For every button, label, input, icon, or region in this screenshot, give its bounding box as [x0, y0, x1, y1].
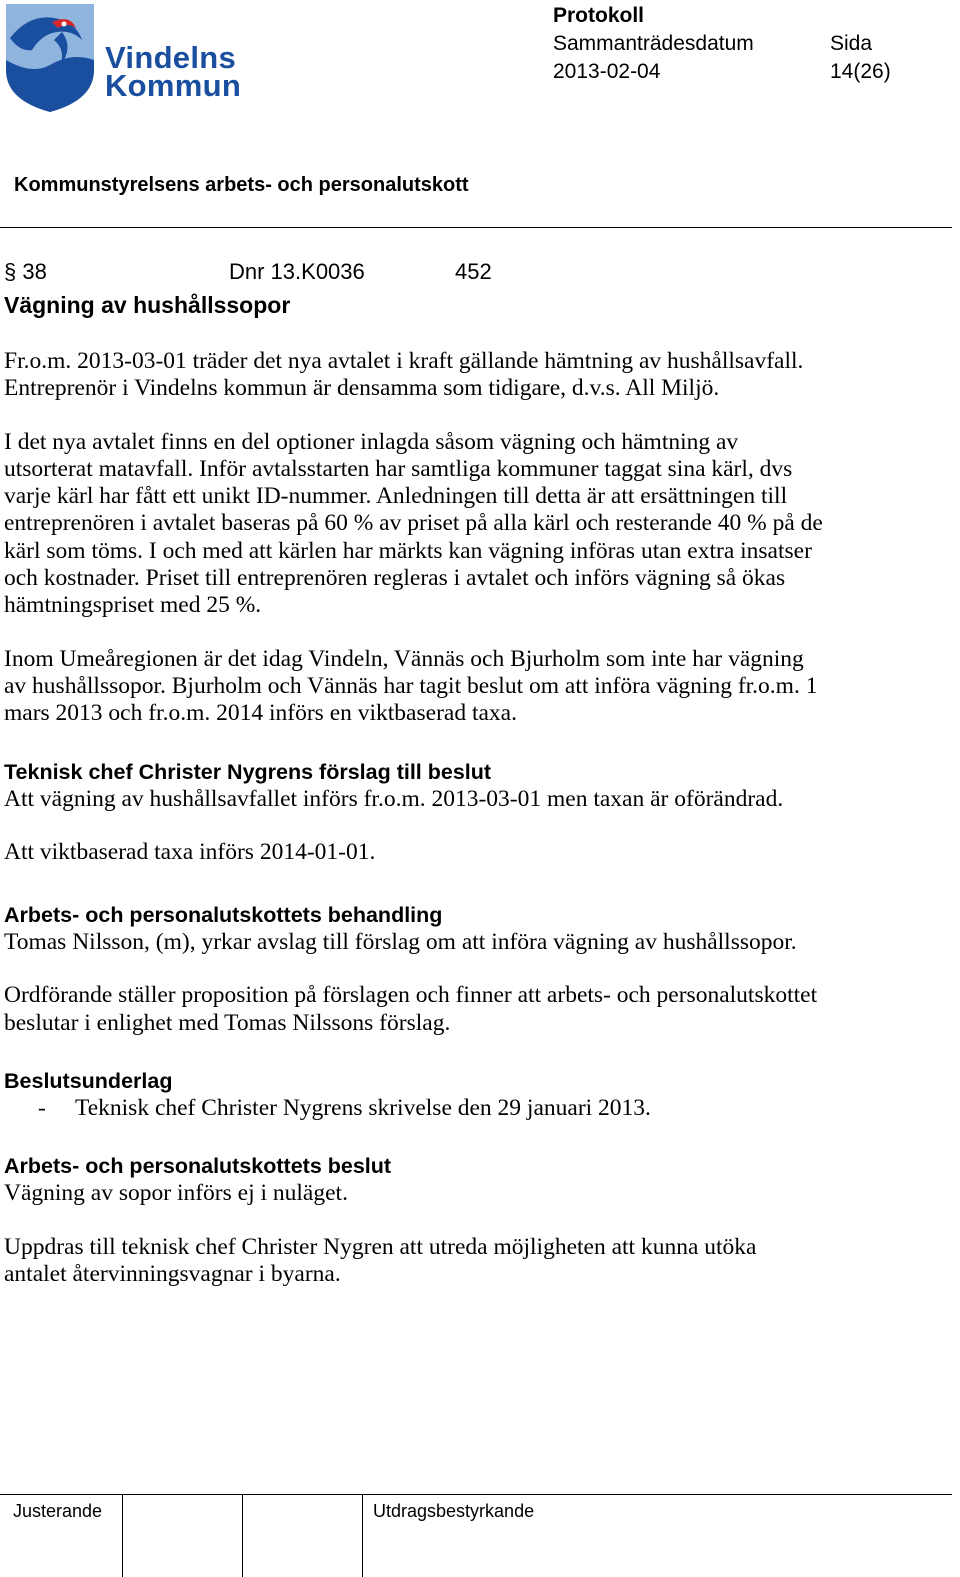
section-title: Vägning av hushållssopor	[4, 292, 291, 318]
logo-line-1: Vindelns	[105, 40, 237, 75]
signature-footer	[0, 1494, 952, 1577]
section-reference	[4, 259, 604, 287]
case-code: 452	[455, 259, 492, 284]
vindelns-kommun-logo	[2, 0, 242, 115]
signature-box	[242, 1495, 243, 1577]
logo-line-2: Kommun	[105, 68, 242, 103]
paragraph: Fr.o.m. 2013-03-01 träder det nya avtalet i kraft gällande hämtning av hushållsavfall. Entreprenör i Vindelns kommun är densamma som tidigare, d.v.s. All Miljö.	[4, 348, 804, 402]
list-item-text: Teknisk chef Christer Nygrens skrivelse den 29 januari 2013.	[75, 1095, 651, 1122]
diary-number: Dnr 13.K0036	[229, 259, 365, 284]
signature-box	[122, 1495, 123, 1577]
list-bullet: -	[38, 1095, 46, 1122]
logo-wordmark	[105, 40, 242, 103]
committee-name: Kommunstyrelsens arbets- och personalutskott	[14, 174, 469, 196]
decision-heading: Arbets- och personalutskottets beslut	[4, 1154, 392, 1179]
proposal-heading: Teknisk chef Christer Nygrens förslag till beslut	[4, 759, 492, 784]
utdragsbestyrkande-label: Utdragsbestyrkande	[373, 1501, 535, 1521]
meeting-date-label: Sammanträdesdatum	[553, 32, 754, 55]
header-divider	[0, 227, 952, 228]
handling-heading: Arbets- och personalutskottets behandling	[4, 903, 443, 928]
paragraph: Inom Umeåregionen är det idag Vindeln, Vännäs och Bjurholm som inte har vägning av hushållssopor. Bjurholm och Vännäs har tagit beslut om att införa vägning fr.o.m. 1 mars 2013 och fr.o.m. 2014 införs en viktbaserad taxa.	[4, 645, 818, 727]
section-number: § 38	[4, 259, 47, 284]
document-body	[4, 348, 824, 1314]
paragraph: Tomas Nilsson, (m), yrkar avslag till förslag om att införa vägning av hushållssopor.	[4, 929, 797, 956]
signature-box	[362, 1495, 363, 1577]
paragraph: Ordförande ställer proposition på förslagen och finner att arbets- och personalutskottet beslutar i enlighet med Tomas Nilssons förslag.	[4, 982, 818, 1036]
paragraph: Vägning av sopor införs ej i nuläget.	[4, 1180, 348, 1207]
document-type: Protokoll	[553, 4, 645, 27]
basis-heading: Beslutsunderlag	[4, 1069, 173, 1094]
paragraph: Uppdras till teknisk chef Christer Nygren att utreda möjligheten att kunna utöka antalet återvinningsvagnar i byarna.	[4, 1233, 757, 1287]
justerande-label: Justerande	[13, 1501, 103, 1521]
paragraph: Att viktbaserad taxa införs 2014-01-01.	[4, 838, 376, 865]
page-label: Sida	[830, 32, 873, 55]
page-number: 14(26)	[830, 60, 891, 83]
meeting-date: 2013-02-04	[553, 60, 661, 83]
municipality-emblem-icon	[2, 0, 102, 115]
list-item	[4, 1095, 824, 1122]
paragraph: I det nya avtalet finns en del optioner inlagda såsom vägning och hämtning av utsorterat matavfall. Inför avtalsstarten har samtliga kommuner taggat sina kärl, dvs varje kärl har fått ett unikt ID-nummer. Anledningen till detta är att ersättningen till entreprenören i avtalet baseras på 60 % av priset på alla kärl och resterande 40 % på de kärl som töms. I och med att kärlen har märkts kan vägning införas utan extra insatser och kostnader. Priset till entreprenören regleras i avtalet och införs vägning så ökas hämtningspriset med 25 %.	[4, 428, 823, 619]
paragraph: Att vägning av hushållsavfallet införs fr.o.m. 2013-03-01 men taxan är oförändrad.	[4, 785, 784, 812]
